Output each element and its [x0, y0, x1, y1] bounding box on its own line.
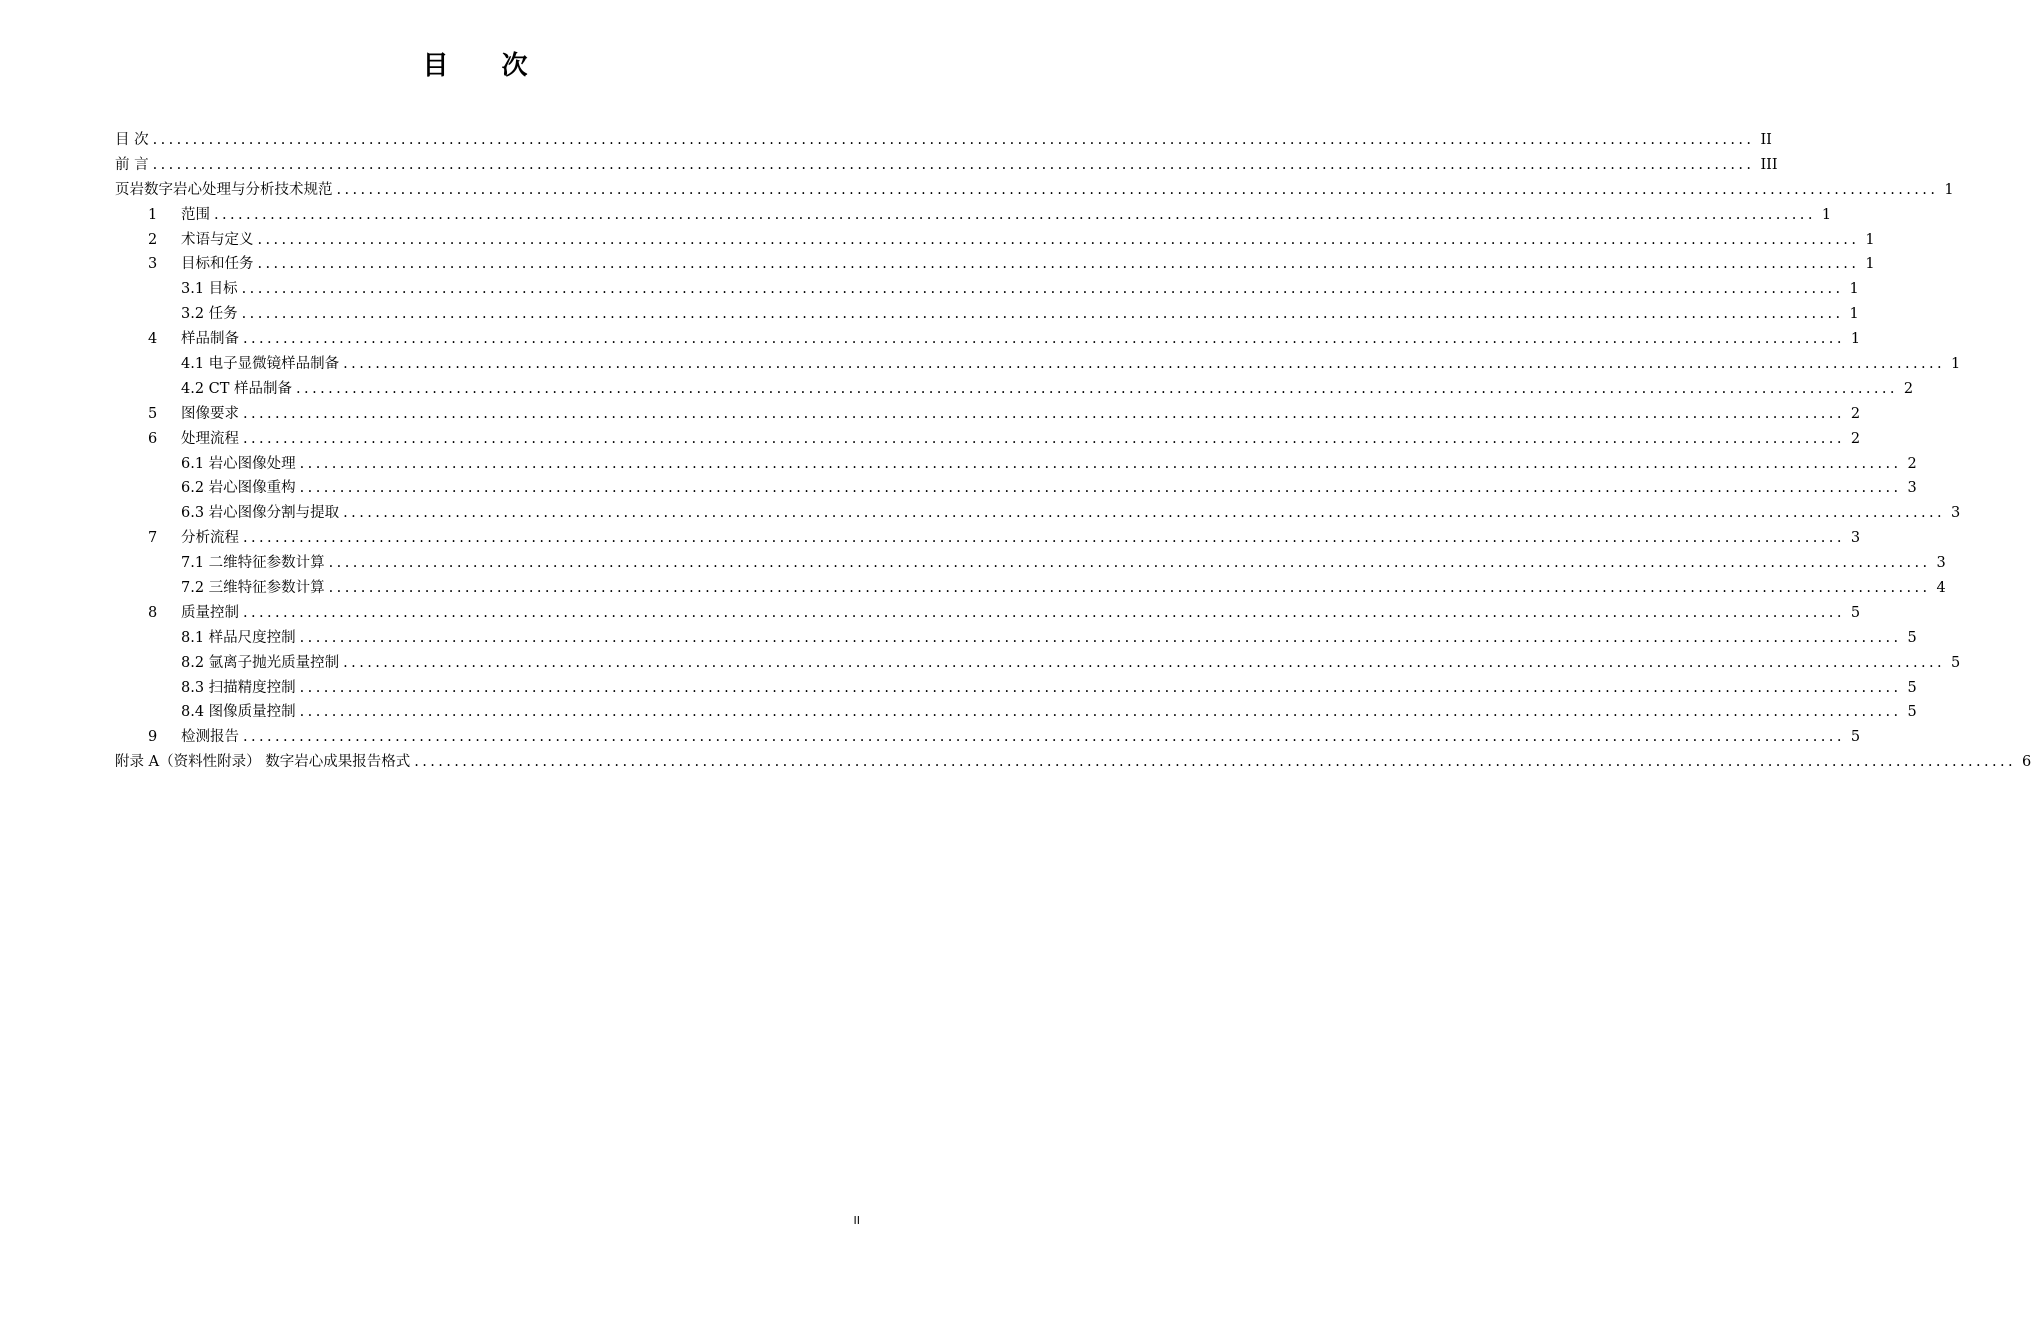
toc-dot-leader: ........................................................................................................................................................................................................	[243, 604, 1845, 621]
toc-dot-leader: ........................................................................................................................................................................................................	[257, 231, 1860, 248]
toc-dot-leader: ........................................................................................................................................................................................................	[214, 206, 1816, 223]
toc-entry-label: 附录 A（资料性附录） 数字岩心成果报告格式	[115, 754, 411, 771]
toc-entry[interactable]	[115, 153, 1778, 178]
page-number: II	[853, 1214, 860, 1227]
toc-entry[interactable]	[115, 651, 1961, 676]
toc-entry-number: 7	[148, 530, 158, 547]
toc-entry-page: 5	[1850, 604, 1861, 621]
toc-dot-leader: ........................................................................................................................................................................................................	[152, 156, 1755, 173]
toc-entry-label: 样品制备	[181, 331, 239, 348]
toc-entry-page: 5	[1850, 729, 1861, 746]
toc-entry[interactable]	[115, 452, 1917, 477]
toc-dot-leader: ........................................................................................................................................................................................................	[328, 580, 1931, 597]
toc-entry-label: 6.3 岩心图像分割与提取	[181, 505, 340, 522]
toc-entry-label: 目标和任务	[181, 256, 254, 273]
toc-dot-leader: ........................................................................................................................................................................................................	[414, 754, 2017, 771]
toc-entry-page: 3	[1936, 555, 1946, 572]
toc-dot-leader: ........................................................................................................................................................................................................	[243, 430, 1845, 447]
toc-entry-page: 2	[1907, 455, 1917, 472]
toc-dot-leader: ........................................................................................................................................................................................................	[243, 530, 1845, 547]
toc-entry-label: 3.2 任务	[181, 306, 238, 323]
toc-entry-page: 2	[1850, 430, 1861, 447]
toc-entry-page: 3	[1850, 530, 1861, 547]
toc-entry-page: II	[1760, 132, 1772, 148]
toc-entry-label: 8.2 氩离子抛光质量控制	[181, 654, 340, 671]
toc-entry[interactable]	[115, 203, 1832, 228]
toc-entry-label: 范围	[181, 206, 210, 223]
toc-dot-leader: ........................................................................................................................................................................................................	[343, 505, 1945, 522]
toc-entry[interactable]	[115, 402, 1861, 427]
toc-entry[interactable]	[115, 626, 1917, 651]
toc-entry-page: 1	[1849, 306, 1859, 323]
page-title: 目 次	[422, 51, 550, 81]
toc-dot-leader: ........................................................................................................................................................................................................	[152, 132, 1755, 148]
toc-entry-label: 3.1 目标	[181, 281, 238, 298]
toc-entry-label: 术语与定义	[181, 231, 254, 248]
toc-dot-leader: ........................................................................................................................................................................................................	[296, 380, 1898, 397]
toc-entry-label: 图像要求	[181, 405, 239, 422]
toc-entry-label: 8.4 图像质量控制	[181, 704, 296, 721]
toc-entry[interactable]	[115, 228, 1875, 253]
toc-entry-label: 8.1 样品尺度控制	[181, 629, 296, 646]
toc-entry-page: 2	[1903, 380, 1914, 397]
toc-dot-leader: ........................................................................................................................................................................................................	[243, 331, 1845, 348]
toc-entry-page: 2	[1850, 405, 1861, 422]
toc-entry-page: 1	[1849, 281, 1859, 298]
toc-dot-leader: ........................................................................................................................................................................................................	[241, 306, 1844, 323]
toc-dot-leader: ........................................................................................................................................................................................................	[243, 405, 1845, 422]
toc-dot-leader: ........................................................................................................................................................................................................	[299, 704, 1902, 721]
toc-entry[interactable]	[115, 725, 1861, 750]
toc-dot-leader: ........................................................................................................................................................................................................	[343, 654, 1945, 671]
toc-entry[interactable]	[115, 327, 1861, 352]
toc-entry[interactable]	[115, 601, 1861, 626]
toc-dot-leader: ........................................................................................................................................................................................................	[343, 356, 1945, 373]
toc-dot-leader: ........................................................................................................................................................................................................	[299, 480, 1902, 497]
toc-dot-leader: ........................................................................................................................................................................................................	[243, 729, 1845, 746]
toc-dot-leader: ........................................................................................................................................................................................................	[328, 555, 1931, 572]
toc-entry-page: 6	[2022, 754, 2031, 771]
toc-entry[interactable]	[115, 551, 1946, 576]
toc-entry-label: 页岩数字岩心处理与分析技术规范	[115, 181, 333, 198]
toc-entry-label: 4.1 电子显微镜样品制备	[181, 356, 340, 373]
toc-entry[interactable]	[115, 377, 1914, 402]
toc-entry-label: 目 次	[115, 132, 149, 148]
toc-dot-leader: ........................................................................................................................................................................................................	[299, 629, 1902, 646]
toc-entry-page: 5	[1951, 654, 1961, 671]
toc-entry-number: 1	[148, 206, 158, 223]
toc-entry-label: 8.3 扫描精度控制	[181, 679, 296, 696]
toc-entry-number: 9	[148, 729, 158, 746]
toc-dot-leader: ........................................................................................................................................................................................................	[257, 256, 1860, 273]
toc-entry[interactable]	[115, 526, 1861, 551]
toc-entry[interactable]	[115, 252, 1875, 277]
toc-entry[interactable]	[115, 676, 1917, 701]
toc-entry[interactable]	[115, 302, 1859, 327]
toc-entry[interactable]	[115, 750, 2031, 775]
toc-entry[interactable]	[115, 178, 1954, 203]
table-of-contents	[115, 128, 2031, 775]
toc-entry-page: III	[1760, 156, 1778, 173]
toc-dot-leader: ........................................................................................................................................................................................................	[299, 455, 1902, 472]
toc-entry-page: 1	[1951, 356, 1961, 373]
toc-entry-label: 分析流程	[181, 530, 239, 547]
toc-dot-leader: ........................................................................................................................................................................................................	[241, 281, 1844, 298]
toc-entry-label: 质量控制	[181, 604, 239, 621]
toc-entry-page: 5	[1907, 704, 1917, 721]
toc-entry-label: 4.2 CT 样品制备	[181, 380, 293, 397]
toc-entry-number: 3	[148, 256, 158, 273]
toc-entry-page: 5	[1907, 679, 1917, 696]
toc-entry[interactable]	[115, 576, 1946, 601]
toc-entry-page: 1	[1850, 331, 1861, 348]
toc-dot-leader: ........................................................................................................................................................................................................	[299, 679, 1902, 696]
toc-entry[interactable]	[115, 700, 1917, 725]
toc-entry[interactable]	[115, 277, 1859, 302]
toc-entry-number: 6	[148, 430, 158, 447]
toc-entry-page: 4	[1936, 580, 1946, 597]
toc-dot-leader: ........................................................................................................................................................................................................	[336, 181, 1939, 198]
toc-entry-page: 1	[1865, 256, 1875, 273]
toc-entry-label: 6.1 岩心图像处理	[181, 455, 296, 472]
toc-entry[interactable]	[115, 352, 1961, 377]
toc-entry[interactable]	[115, 476, 1917, 501]
toc-entry-label: 7.1 二维特征参数计算	[181, 555, 325, 572]
toc-entry-page: 1	[1821, 206, 1832, 223]
toc-entry-number: 8	[148, 604, 158, 621]
toc-entry-label: 处理流程	[181, 430, 239, 447]
toc-entry[interactable]	[115, 128, 1772, 153]
toc-entry-number: 4	[148, 331, 158, 348]
toc-entry-label: 检测报告	[181, 729, 239, 746]
toc-entry-page: 1	[1944, 181, 1954, 198]
toc-entry-number: 5	[148, 405, 158, 422]
toc-entry[interactable]	[115, 501, 1961, 526]
toc-entry[interactable]	[115, 427, 1861, 452]
toc-entry-page: 1	[1865, 231, 1875, 248]
toc-entry-label: 7.2 三维特征参数计算	[181, 580, 325, 597]
toc-entry-page: 5	[1907, 629, 1917, 646]
toc-entry-number: 2	[148, 231, 158, 248]
toc-entry-page: 3	[1951, 505, 1961, 522]
toc-entry-label: 前 言	[115, 156, 149, 173]
toc-entry-page: 3	[1907, 480, 1917, 497]
toc-entry-label: 6.2 岩心图像重构	[181, 480, 296, 497]
